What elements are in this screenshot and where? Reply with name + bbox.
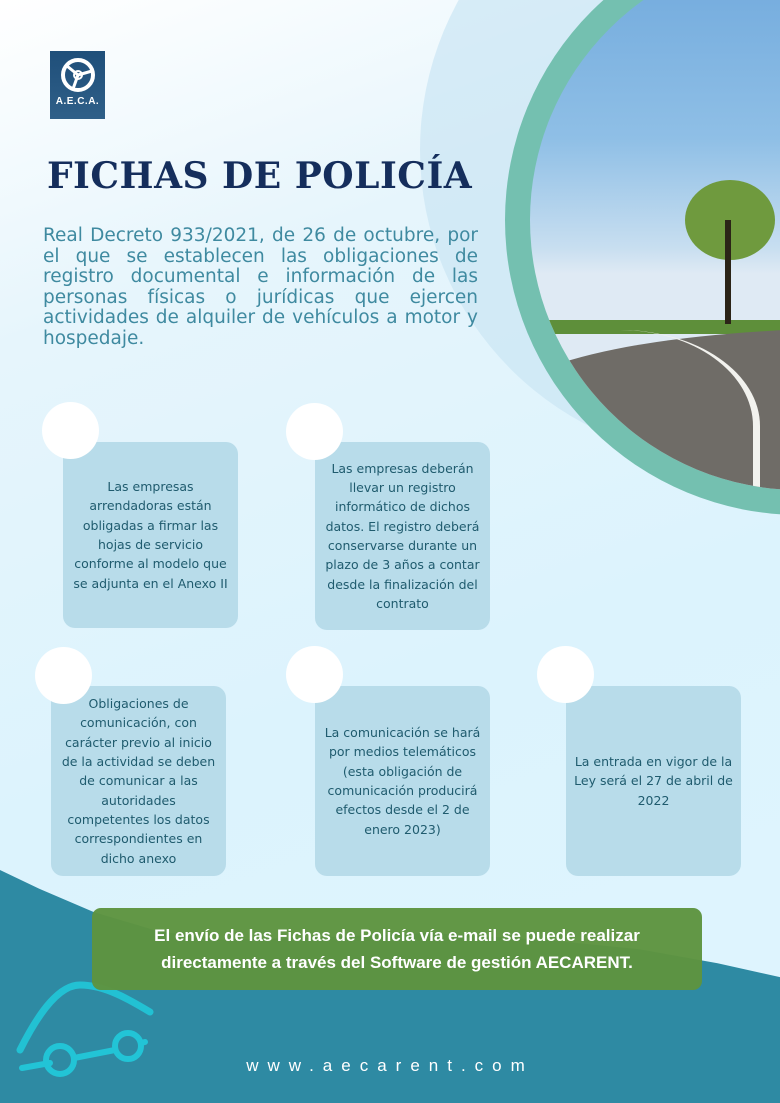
card-text: Las empresas arrendadoras están obligadas a firmar las hojas de servicio conforme al modelo que se adjunta en el Anexo II xyxy=(73,479,228,591)
info-card xyxy=(315,686,490,876)
card-dot xyxy=(42,402,99,459)
card-dot xyxy=(286,403,343,460)
logo-text: A.E.C.A. xyxy=(55,96,100,107)
card-dot xyxy=(35,647,92,704)
cta-line-2: directamente a través del Software de gestión AECARENT. xyxy=(161,953,633,972)
info-card xyxy=(566,686,741,876)
aeca-logo xyxy=(50,51,105,119)
website-link[interactable]: www.aecarent.com xyxy=(246,1056,534,1075)
card-text: La entrada en vigor de la Ley será el 27 de abril de 2022 xyxy=(574,754,733,808)
card-text: La comunicación se hará por medios telemáticos (esta obligación de comunicación producirá efectos desde el 2 de enero 2023) xyxy=(324,725,481,837)
aecarent-cta-banner xyxy=(92,908,702,990)
card-dot xyxy=(286,646,343,703)
cta-line-1: El envío de las Fichas de Policía vía e-mail se puede realizar xyxy=(154,926,640,945)
info-card xyxy=(51,686,226,876)
card-text: Obligaciones de comunicación, con carácter previo al inicio de la actividad se deben de comunicar a las autoridades competentes los datos correspondientes en dicho anexo xyxy=(61,696,216,866)
steering-wheel-icon xyxy=(59,56,97,94)
tree-trunk xyxy=(725,220,731,324)
card-text: Las empresas deberán llevar un registro informático de dichos datos. El registro deberá conservarse durante un plazo de 3 años a contar desde la finalización del contrato xyxy=(325,460,480,611)
info-card xyxy=(315,442,490,630)
info-card xyxy=(63,442,238,628)
intro-text: Real Decreto 933/2021, de 26 de octubre, por el que se establecen las obligaciones de registro documental e información de las personas físicas o jurídicas que ejercen actividades de alquiler de vehículos a motor y hospedaje. xyxy=(43,225,478,349)
card-dot xyxy=(537,646,594,703)
page-title: FICHAS DE POLICÍA xyxy=(47,155,473,197)
